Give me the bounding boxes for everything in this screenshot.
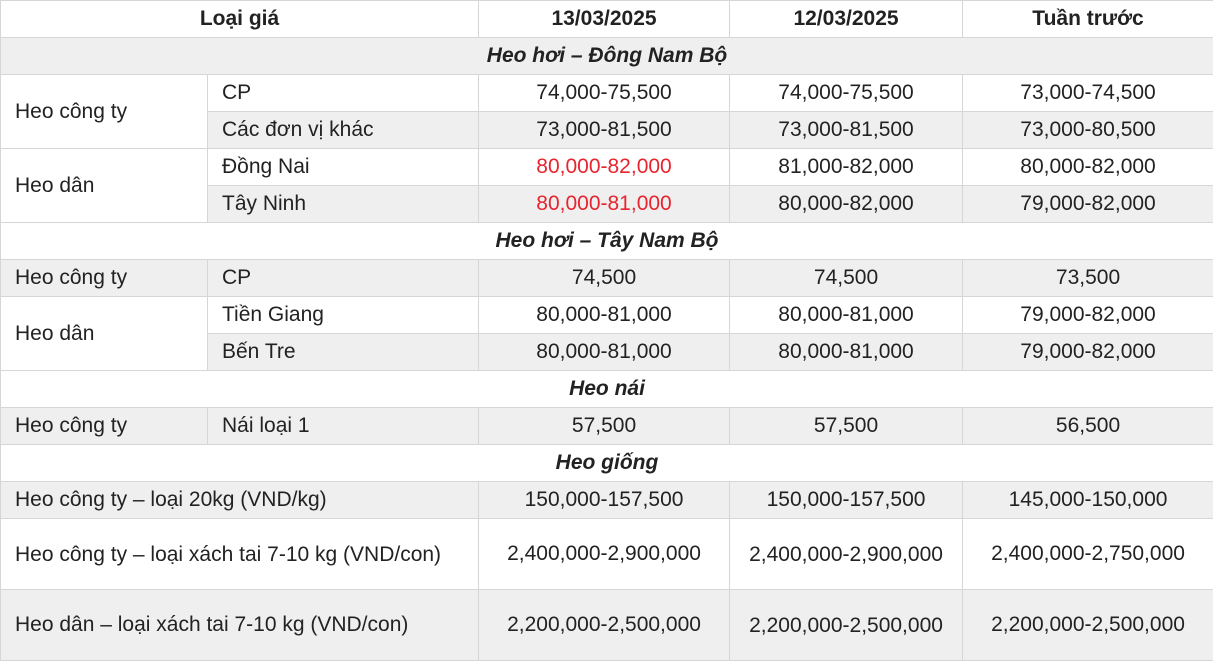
row-label: Heo dân – loại xách tai 7-10 kg (VND/con) (1, 590, 479, 661)
price-13-03: 150,000-157,500 (479, 482, 730, 519)
price-13-03: 74,000-75,500 (479, 75, 730, 112)
table-row (1, 519, 1213, 590)
price-13-03: 74,500 (479, 260, 730, 297)
price-prev-week: 79,000-82,000 (963, 334, 1213, 371)
group-heo-dan: Heo dân (1, 297, 208, 371)
row-label: Đồng Nai (208, 149, 479, 186)
price-12-03: 150,000-157,500 (730, 482, 963, 519)
price-prev-week: 145,000-150,000 (963, 482, 1213, 519)
price-12-03: 81,000-82,000 (730, 149, 963, 186)
price-12-03: 2,400,000-2,900,000 (730, 519, 963, 590)
section-heo-nai: Heo nái (1, 371, 1213, 408)
group-heo-cong-ty: Heo công ty (1, 75, 208, 149)
row-label: Tiền Giang (208, 297, 479, 334)
price-prev-week: 79,000-82,000 (963, 186, 1213, 223)
group-heo-cong-ty: Heo công ty (1, 408, 208, 445)
price-13-03: 80,000-81,000 (479, 297, 730, 334)
section-row (1, 223, 1213, 260)
price-prev-week: 79,000-82,000 (963, 297, 1213, 334)
table-row (1, 482, 1213, 519)
section-row (1, 371, 1213, 408)
price-13-03: 80,000-81,000 (479, 186, 730, 223)
price-12-03: 2,200,000-2,500,000 (730, 590, 963, 661)
section-row (1, 38, 1213, 75)
price-13-03: 2,400,000-2,900,000 (479, 519, 730, 590)
table-row (1, 149, 1213, 186)
table-row (1, 590, 1213, 661)
row-label: Heo công ty – loại xách tai 7-10 kg (VND/con) (1, 519, 479, 590)
price-prev-week: 73,000-74,500 (963, 75, 1213, 112)
price-13-03: 2,200,000-2,500,000 (479, 590, 730, 661)
row-label: Bến Tre (208, 334, 479, 371)
table-row (1, 260, 1213, 297)
table-row (1, 297, 1213, 334)
price-prev-week: 73,500 (963, 260, 1213, 297)
row-label: Heo công ty – loại 20kg (VND/kg) (1, 482, 479, 519)
price-12-03: 80,000-81,000 (730, 297, 963, 334)
row-label: CP (208, 260, 479, 297)
price-prev-week: 2,200,000-2,500,000 (963, 590, 1213, 661)
row-label: Nái loại 1 (208, 408, 479, 445)
price-12-03: 80,000-81,000 (730, 334, 963, 371)
price-12-03: 57,500 (730, 408, 963, 445)
header-prev-week: Tuần trước (963, 1, 1213, 38)
price-13-03: 73,000-81,500 (479, 112, 730, 149)
header-date1: 13/03/2025 (479, 1, 730, 38)
group-heo-dan: Heo dân (1, 149, 208, 223)
price-12-03: 80,000-82,000 (730, 186, 963, 223)
section-heo-giong: Heo giống (1, 445, 1213, 482)
price-13-03: 80,000-82,000 (479, 149, 730, 186)
price-prev-week: 73,000-80,500 (963, 112, 1213, 149)
group-heo-cong-ty: Heo công ty (1, 260, 208, 297)
row-label: Tây Ninh (208, 186, 479, 223)
price-12-03: 74,000-75,500 (730, 75, 963, 112)
price-prev-week: 2,400,000-2,750,000 (963, 519, 1213, 590)
price-12-03: 74,500 (730, 260, 963, 297)
header-row (1, 1, 1213, 38)
row-label: Các đơn vị khác (208, 112, 479, 149)
row-label: CP (208, 75, 479, 112)
price-prev-week: 56,500 (963, 408, 1213, 445)
price-prev-week: 80,000-82,000 (963, 149, 1213, 186)
price-13-03: 80,000-81,000 (479, 334, 730, 371)
header-date2: 12/03/2025 (730, 1, 963, 38)
table-row (1, 75, 1213, 112)
price-13-03: 57,500 (479, 408, 730, 445)
price-12-03: 73,000-81,500 (730, 112, 963, 149)
header-type: Loại giá (1, 1, 479, 38)
section-tay-nam-bo: Heo hơi – Tây Nam Bộ (1, 223, 1213, 260)
table-row (1, 408, 1213, 445)
section-dong-nam-bo: Heo hơi – Đông Nam Bộ (1, 38, 1213, 75)
section-row (1, 445, 1213, 482)
